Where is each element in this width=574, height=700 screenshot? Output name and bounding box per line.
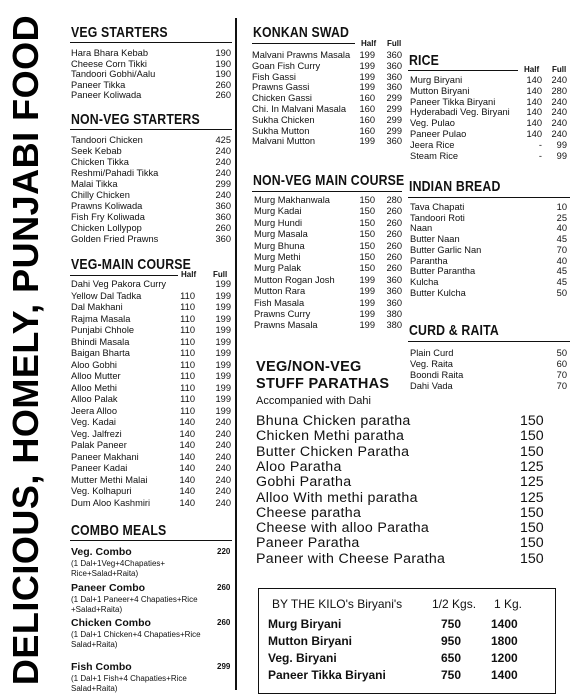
menu-item-half-price: 160 [359, 93, 375, 104]
veg-main-full-header: Full [213, 270, 228, 279]
menu-item-half-price: 110 [180, 313, 195, 324]
menu-item-name: Plain Curd [410, 348, 454, 358]
menu-item-full-price: 260 [386, 263, 402, 274]
menu-item-half-price: 199 [359, 60, 375, 71]
menu-item-name: Butter Parantha [410, 266, 476, 277]
paratha-name: Cheese paratha [256, 504, 362, 521]
menu-item-name: Murg Hundi [254, 217, 303, 228]
menu-item-price: 190 [215, 58, 231, 69]
menu-item-half-price: 110 [180, 302, 195, 312]
menu-item-name: Sukha Mutton [252, 125, 310, 136]
menu-item-full-price: 360 [386, 50, 402, 60]
menu-item-name: Yellow Dal Tadka [71, 290, 142, 301]
menu-item-name: Jeera Rice [410, 139, 455, 150]
menu-item-price: 360 [215, 212, 231, 222]
menu-item-name: Veg. Raita [410, 359, 453, 369]
menu-item-name: Prawns Gassi [252, 82, 310, 93]
menu-item-half-price: 160 [359, 125, 375, 136]
menu-item-name: Murg Makhanwala [254, 195, 330, 205]
combo-desc: Salad+Raita) [71, 640, 118, 649]
parathas-title-2: STUFF PARATHAS [256, 376, 390, 392]
menu-item-full-price: 240 [551, 107, 567, 118]
menu-item-half-price: 199 [359, 286, 375, 297]
combo-desc: (1 Dal+1 Chicken+4 Chapaties+Rice [71, 630, 201, 639]
paratha-price: 125 [520, 474, 544, 491]
menu-item-full-price: 299 [386, 125, 402, 136]
menu-item-price: 240 [215, 168, 231, 178]
kilo-item-half: 650 [441, 651, 462, 665]
kilo-heading: BY THE KILO's Biryani's [272, 597, 403, 611]
menu-item-half-price: 140 [526, 129, 542, 139]
combo-desc: Rice+Salad+Raita) [71, 569, 139, 578]
menu-item-half-price: 150 [359, 240, 375, 251]
menu-item-name: Murg Biryani [410, 75, 463, 85]
menu-item-full-price: 240 [551, 96, 567, 107]
combo-name: Paneer Combo [71, 582, 146, 594]
menu-item-half-price: 110 [180, 348, 195, 358]
menu-item-name: Tandoori Roti [410, 212, 465, 223]
menu-item-name: Fish Fry Koliwada [71, 212, 145, 222]
menu-item-price: 40 [556, 223, 567, 234]
konkan-title: KONKAN SWAD [253, 24, 350, 41]
menu-item-half-price: 140 [179, 474, 195, 485]
combo-name: Chicken Combo [71, 617, 151, 629]
menu-item-price: 260 [215, 90, 231, 100]
combo-desc: (1 Dal+1Veg+4Chapaties+ [71, 559, 166, 568]
menu-item-price: 10 [556, 202, 567, 212]
menu-item-name: Chilly Chicken [71, 190, 130, 200]
menu-item-price: 360 [215, 201, 231, 211]
menu-item-half-price: 110 [180, 394, 195, 404]
kilo-item-name: Mutton Biryani [268, 634, 352, 648]
kilo-item-name: Murg Biryani [268, 617, 342, 631]
menu-item-full-price: 240 [215, 417, 231, 427]
menu-item-price: 50 [556, 287, 567, 298]
menu-item-full-price: 199 [215, 279, 231, 289]
veg-main-half-header: Half [181, 270, 197, 279]
nonveg-starters-rule [70, 129, 232, 130]
menu-item-half-price: 110 [180, 371, 195, 381]
menu-item-half-price: 110 [180, 290, 195, 301]
menu-item-name: Alloo Mutter [71, 371, 121, 381]
menu-item-half-price: 199 [359, 50, 375, 60]
paratha-price: 150 [520, 443, 544, 460]
menu-item-name: Golden Fried Prawns [71, 234, 159, 244]
menu-item-half-price: 199 [359, 136, 375, 147]
paratha-price: 150 [520, 413, 544, 429]
combo-price: 220 [217, 547, 231, 556]
paratha-price: 150 [520, 428, 544, 445]
menu-item-name: Murg Kadai [254, 206, 302, 217]
menu-item-full-price: 380 [386, 309, 402, 319]
combo-price: 299 [217, 662, 231, 671]
menu-item-full-price: 240 [215, 451, 231, 462]
menu-item-full-price: 199 [215, 359, 231, 370]
menu-item-name: Butter Kulcha [410, 287, 466, 298]
menu-item-half-price: 110 [180, 382, 195, 393]
menu-item-name: Hara Bhara Kebab [71, 48, 149, 58]
combo-price: 260 [217, 618, 231, 627]
bread-title: INDIAN BREAD [409, 178, 501, 195]
menu-item-half-price: 150 [359, 195, 375, 205]
menu-item-full-price: 199 [215, 302, 231, 312]
menu-item-name: Chicken Gassi [252, 93, 312, 104]
menu-item-name: Prawns Masala [254, 320, 318, 331]
menu-item-full-price: 299 [386, 93, 402, 104]
veg-main-title: VEG-MAIN COURSE [71, 256, 192, 273]
menu-item-name: Mutter Methi Malai [71, 474, 148, 485]
menu-item-half-price: 160 [359, 114, 375, 125]
curd-title: CURD & RAITA [409, 322, 499, 339]
menu-item-full-price: 360 [386, 286, 402, 297]
nonveg-main-title: NON-VEG MAIN COURSE [253, 172, 405, 189]
menu-item-name: Alloo Methi [71, 382, 117, 393]
menu-item-half-price: 110 [180, 336, 195, 347]
menu-item-full-price: 199 [215, 382, 231, 393]
menu-item-name: Dum Aloo Kashmiri [71, 497, 151, 508]
menu-item-name: Murg Palak [254, 263, 302, 274]
menu-item-full-price: 99 [556, 150, 567, 161]
paratha-price: 125 [520, 458, 544, 475]
kilo-item-full: 1400 [491, 617, 518, 631]
menu-item-name: Mutton Rogan Josh [254, 274, 335, 285]
paratha-name: Butter Chicken Paratha [256, 443, 410, 460]
menu-item-full-price: 240 [551, 129, 567, 139]
menu-item-half-price: 140 [526, 96, 542, 107]
menu-item-full-price: 199 [215, 348, 231, 358]
menu-item-half-price: 150 [359, 217, 375, 228]
menu-item-name: Prawns Koliwada [71, 201, 143, 211]
kilo-item-name: Veg. Biryani [268, 651, 337, 665]
menu-item-name: Tandoori Chicken [71, 135, 143, 145]
kilo-item-half: 950 [441, 634, 462, 648]
combo-title: COMBO MEALS [71, 522, 167, 539]
menu-item-half-price: - [538, 150, 542, 161]
menu-item-price: 190 [215, 69, 231, 79]
menu-item-half-price: 199 [359, 71, 375, 82]
menu-item-name: Mutton Rara [254, 286, 306, 297]
menu-item-name: Bhindi Masala [71, 336, 130, 347]
menu-item-name: Paneer Makhani [71, 451, 139, 462]
paratha-name: Paneer Paratha [256, 535, 360, 552]
menu-item-name: Paneer Pulao [410, 129, 467, 139]
menu-item-name: Butter Garlic Nan [410, 244, 482, 255]
menu-item-name: Dahi Veg Pakora Curry [71, 279, 167, 289]
menu-item-full-price: 260 [386, 252, 402, 262]
paratha-name: Gobhi Paratha [256, 474, 352, 491]
menu-item-full-price: 240 [551, 118, 567, 129]
menu-item-half-price: 140 [179, 463, 195, 473]
menu-item-price: 360 [215, 234, 231, 244]
menu-item-name: Veg. Pulao [410, 118, 455, 129]
kilo-col-half: 1/2 Kgs. [432, 597, 477, 611]
menu-item-name: Prawns Curry [254, 309, 311, 319]
rice-title: RICE [409, 52, 440, 69]
nonveg-main-rule [252, 191, 402, 192]
combo-name: Veg. Combo [71, 546, 132, 558]
menu-item-name: Veg. Kolhapuri [71, 486, 132, 496]
menu-item-half-price: 140 [179, 497, 195, 508]
konkan-half-header: Half [361, 39, 377, 48]
menu-item-full-price: 199 [215, 313, 231, 324]
parathas-subtitle: Accompanied with Dahi [256, 395, 371, 407]
menu-item-half-price: 199 [359, 274, 375, 285]
menu-item-half-price: 140 [526, 107, 542, 118]
menu-item-full-price: 199 [215, 371, 231, 381]
menu-item-price: 260 [215, 223, 231, 233]
veg-starters-rule [70, 42, 232, 43]
menu-item-half-price: 140 [179, 428, 195, 439]
paratha-price: 150 [520, 520, 544, 537]
menu-item-name: Kulcha [410, 276, 439, 287]
menu-item-half-price: 140 [179, 440, 195, 450]
menu-item-full-price: 360 [386, 71, 402, 82]
combo-desc: (1 Dal+1 Paneer+4 Chapaties+Rice [71, 595, 198, 604]
rice-rule [408, 70, 518, 71]
menu-item-name: Reshmi/Pahadi Tikka [71, 168, 159, 178]
menu-item-price: 240 [215, 146, 231, 156]
menu-item-full-price: 199 [215, 336, 231, 347]
menu-item-name: Chicken Tikka [71, 157, 129, 167]
menu-item-name: Paneer Kadai [71, 463, 128, 473]
combo-rule [70, 540, 232, 541]
curd-rule [408, 341, 570, 342]
menu-item-half-price: 199 [359, 297, 375, 308]
side-banner-text: DELICIOUS, HOMELY, PUNJABI FOOD [5, 14, 46, 686]
menu-item-name: Malai Tikka [71, 179, 118, 189]
menu-item-half-price: 140 [179, 486, 195, 496]
rice-half-header: Half [524, 65, 540, 74]
menu-item-full-price: 199 [215, 405, 231, 416]
menu-item-price: 45 [556, 266, 567, 277]
paratha-name: Aloo Paratha [256, 458, 342, 475]
menu-item-name: Naan [410, 223, 433, 234]
menu-item-name: Baigan Bharta [71, 348, 130, 358]
menu-item-name: Palak Paneer [71, 440, 127, 450]
kilo-item-full: 1800 [491, 634, 518, 648]
menu-item-name: Sukha Chicken [252, 114, 315, 125]
menu-item-name: Cheese Corn Tikki [71, 58, 147, 69]
paratha-name: Alloo With methi paratha [256, 489, 418, 506]
menu-item-name: Rajma Masala [71, 313, 131, 324]
menu-item-price: 45 [556, 276, 567, 287]
menu-item-half-price: 140 [179, 451, 195, 462]
menu-item-name: Alloo Palak [71, 394, 118, 404]
konkan-rule [252, 43, 355, 44]
menu-item-full-price: 260 [386, 229, 402, 240]
menu-item-name: Fish Gassi [252, 71, 296, 82]
paratha-price: 150 [520, 535, 544, 552]
menu-item-name: Malvani Prawns Masala [252, 50, 351, 60]
menu-item-name: Paneer Koliwada [71, 90, 142, 100]
menu-item-price: 60 [556, 359, 567, 369]
paratha-price: 150 [520, 550, 544, 567]
menu-item-price: 45 [556, 234, 567, 245]
kilo-item-full: 1400 [491, 668, 518, 682]
menu-item-name: Hyderabadi Veg. Biryani [410, 107, 510, 118]
menu-item-name: Punjabi Chhole [71, 325, 135, 335]
menu-item-name: Steam Rice [410, 150, 459, 161]
menu-item-full-price: 360 [386, 60, 402, 71]
paratha-name: Bhuna Chicken paratha [256, 413, 411, 429]
menu-item-half-price: 199 [359, 309, 375, 319]
combo-desc: +Salad+Raita) [71, 605, 123, 614]
kilo-item-full: 1200 [491, 651, 518, 665]
menu-item-full-price: 99 [556, 139, 567, 150]
menu-item-name: Paneer Tikka Biryani [410, 96, 496, 107]
menu-item-full-price: 240 [215, 463, 231, 473]
menu-item-name: Murg Bhuna [254, 240, 305, 251]
menu-item-name: Veg. Jalfrezi [71, 428, 122, 439]
menu-item-half-price: 140 [526, 75, 542, 85]
menu-item-full-price: 240 [215, 440, 231, 450]
menu-item-price: 50 [556, 348, 567, 358]
menu-item-full-price: 360 [386, 82, 402, 93]
menu-item-name: Goan Fish Curry [252, 60, 321, 71]
paratha-name: Paneer with Cheese Paratha [256, 550, 446, 567]
menu-item-name: Boondi Raita [410, 370, 464, 380]
kilo-item-name: Paneer Tikka Biryani [268, 668, 386, 682]
menu-item-price: 240 [215, 157, 231, 167]
menu-item-name: Parantha [410, 255, 448, 266]
rice-full-header: Full [552, 65, 567, 74]
menu-item-price: 70 [556, 381, 567, 391]
menu-item-name: Veg. Kadai [71, 417, 116, 427]
menu-item-full-price: 199 [215, 394, 231, 404]
menu-item-price: 299 [215, 179, 231, 189]
menu-item-name: Mutton Biryani [410, 85, 470, 96]
menu-item-full-price: 280 [551, 85, 567, 96]
menu-item-full-price: 299 [386, 104, 402, 114]
kilo-item-half: 750 [441, 668, 462, 682]
paratha-name: Cheese with alloo Paratha [256, 520, 430, 537]
menu-item-full-price: 360 [386, 297, 402, 308]
menu-item-full-price: 360 [386, 136, 402, 147]
menu-item-full-price: 240 [551, 75, 567, 85]
combo-desc: (1 Dal+1 Fish+4 Chapaties+Rice [71, 674, 187, 683]
menu-item-half-price: 140 [526, 118, 542, 129]
menu-item-half-price: 199 [359, 320, 375, 331]
parathas-title-1: VEG/NON-VEG [256, 359, 362, 375]
menu-item-name: Paneer Tikka [71, 79, 126, 90]
veg-starters-title: VEG STARTERS [71, 24, 168, 41]
menu-item-name: Malvani Mutton [252, 136, 316, 147]
menu-item-price: 240 [215, 190, 231, 200]
menu-item-name: Tava Chapati [410, 202, 465, 212]
menu-item-half-price: - [538, 139, 542, 150]
menu-item-full-price: 260 [386, 217, 402, 228]
menu-item-full-price: 260 [386, 240, 402, 251]
kilo-item-half: 750 [441, 617, 462, 631]
combo-price: 260 [217, 583, 231, 592]
menu-item-price: 40 [556, 255, 567, 266]
bread-rule [408, 197, 570, 198]
combo-desc: Salad+Raita) [71, 684, 118, 693]
menu-item-name: Fish Masala [254, 297, 305, 308]
menu-item-name: Aloo Gobhi [71, 359, 117, 370]
side-banner [0, 0, 52, 700]
menu-item-price: 425 [215, 135, 231, 145]
menu-item-half-price: 140 [179, 417, 195, 427]
menu-item-full-price: 240 [215, 474, 231, 485]
column-divider [235, 18, 237, 690]
menu-item-half-price: 150 [359, 263, 375, 274]
menu-item-full-price: 240 [215, 428, 231, 439]
menu-item-half-price: 150 [359, 229, 375, 240]
menu-item-half-price: 110 [180, 325, 195, 335]
menu-item-full-price: 360 [386, 274, 402, 285]
menu-item-name: Dahi Vada [410, 381, 453, 391]
konkan-full-header: Full [387, 39, 402, 48]
menu-item-full-price: 280 [386, 195, 402, 205]
kilo-col-full: 1 Kg. [494, 597, 523, 611]
paratha-price: 150 [520, 504, 544, 521]
menu-item-name: Chi. In Malvani Masala [252, 104, 347, 114]
menu-item-price: 70 [556, 244, 567, 255]
menu-item-full-price: 260 [386, 206, 402, 217]
menu-item-price: 70 [556, 370, 567, 380]
menu-item-full-price: 240 [215, 497, 231, 508]
menu-item-half-price: 110 [180, 405, 195, 416]
menu-item-half-price: 150 [359, 206, 375, 217]
menu-item-name: Tandoori Gobhi/Aalu [71, 69, 156, 79]
veg-main-rule [70, 275, 178, 276]
nonveg-starters-title: NON-VEG STARTERS [71, 111, 200, 128]
menu-item-name: Dal Makhani [71, 302, 123, 312]
menu-item-half-price: 110 [180, 359, 195, 370]
menu-item-price: 25 [556, 212, 567, 223]
menu-item-half-price: 199 [359, 82, 375, 93]
menu-item-name: Murg Masala [254, 229, 308, 240]
combo-name: Fish Combo [71, 661, 132, 673]
menu-item-name: Jeera Alloo [71, 405, 117, 416]
menu-item-half-price: 160 [359, 104, 375, 114]
menu-item-name: Chicken Lollypop [71, 223, 142, 233]
menu-item-name: Murg Methi [254, 252, 301, 262]
menu-item-half-price: 140 [526, 85, 542, 96]
paratha-price: 125 [520, 489, 544, 506]
menu-item-price: 190 [215, 48, 231, 58]
menu-item-half-price: 150 [359, 252, 375, 262]
menu-item-full-price: 199 [215, 290, 231, 301]
menu-item-full-price: 199 [215, 325, 231, 335]
menu-item-name: Seek Kebab [71, 146, 122, 156]
menu-item-full-price: 240 [215, 486, 231, 496]
menu-item-full-price: 380 [386, 320, 402, 331]
menu-item-name: Butter Naan [410, 234, 460, 245]
paratha-name: Chicken Methi paratha [256, 428, 405, 445]
menu-item-price: 260 [215, 79, 231, 90]
menu-item-full-price: 299 [386, 114, 402, 125]
